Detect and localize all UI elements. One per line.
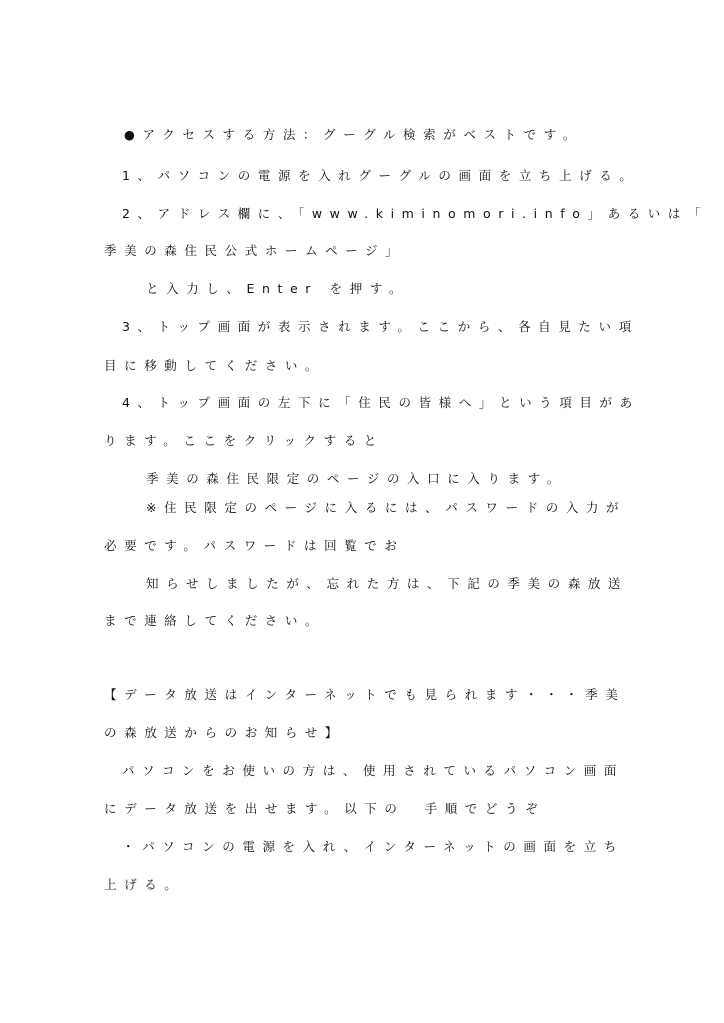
step-1-text: 1、パソコンの電源を入れグーグルの画面を立ち上げる。	[122, 168, 640, 183]
data-broadcast-heading-continued: の森放送からのお知らせ】	[104, 725, 345, 740]
step-2-instruction: と入力し、Enter を押す。	[146, 281, 410, 296]
pc-users-text: パソコンをお使いの方は、使用されているパソコン画面	[122, 763, 625, 778]
data-broadcast-heading: 【データ放送はインターネットでも見られます・・・季美	[104, 687, 626, 702]
contact-note: 知らせしましたが、忘れた方は、下記の季美の森放送	[146, 576, 629, 591]
step-2-continued: 季美の森住民公式ホームページ」	[104, 243, 406, 258]
contact-note-continued: まで連絡してください。	[104, 613, 326, 628]
step-4-text: 4、トップ画面の左下に「住民の皆様へ」という項目があ	[122, 395, 640, 410]
password-note-continued: 必要です。パスワードは回覧でお	[104, 538, 405, 553]
pc-users-text-continued: にデータ放送を出せます。以下の 手順でどうぞ	[104, 801, 546, 816]
step-3-continued: 目に移動してください。	[104, 358, 326, 373]
access-method-heading: ●アクセスする方法：グーグル検索がベストです。	[124, 127, 583, 142]
step-4-entrance: 季美の森住民限定のページの入口に入ります。	[146, 471, 567, 486]
password-note: ※住民限定のページに入るには、パスワードの入力が	[146, 500, 627, 515]
step-3-text: 3、トップ画面が表示されます。ここから、各自見たい項	[122, 319, 639, 334]
step-2-text: 2、アドレス欄に、「www.kiminomori.info」あるいは「	[122, 206, 709, 221]
bullet-step-text: ・パソコンの電源を入れ、インターネットの画面を立ち	[122, 839, 624, 854]
bullet-step-continued: 上げる。	[104, 877, 185, 892]
step-4-continued: ります。ここをクリックすると	[104, 433, 384, 448]
